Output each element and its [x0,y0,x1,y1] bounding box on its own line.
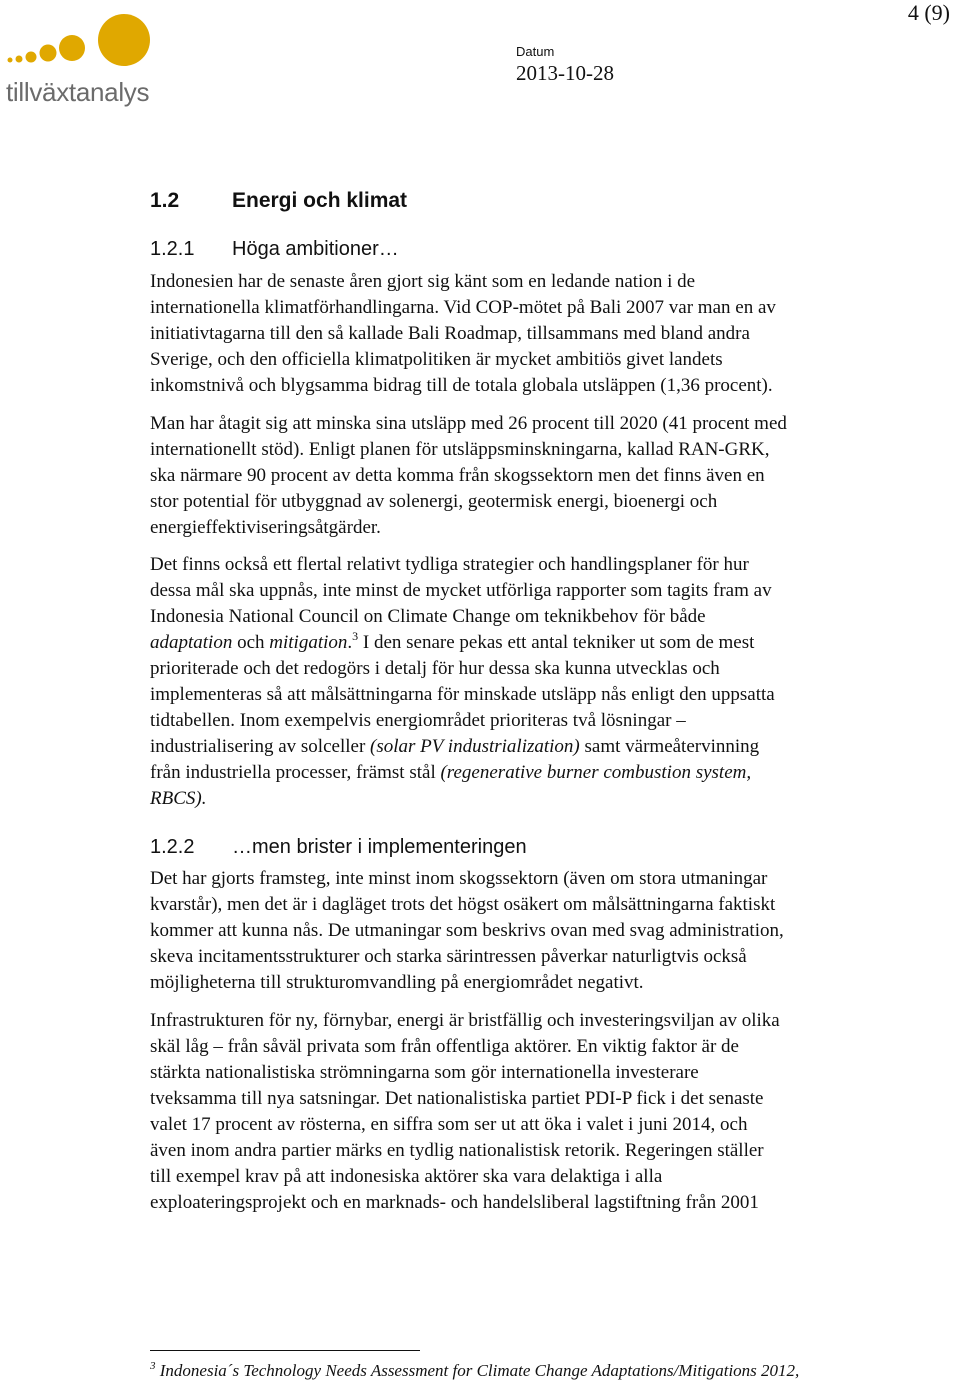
subsection-heading-1 [150,236,399,262]
paragraph-line: valet 17 procent av rösterna, en siffra som ser ut att öka i valet i juni 2014, och [150,1114,748,1135]
paragraph-line: tveksamma till nya satsningar. Det nationalistiska partiet PDI-P fick i det senaste [150,1088,764,1109]
inline-text: . [347,632,353,653]
footnote-reference[interactable]: 3 [352,629,359,643]
paragraph-line: skeva incitamentsstrukturer och starka särintressen påverkar naturligtvis också [150,946,747,967]
subsection-title: Höga ambitioner… [232,238,399,260]
logo-dots-icon [6,14,156,84]
paragraph-line: Det har gjorts framsteg, inte minst inom skogssektorn (även om stora utmaningar [150,868,768,889]
section-title: Energi och klimat [232,189,408,212]
paragraph-line: skäl låg – från såväl privata som från offentliga aktörer. En viktig faktor är de [150,1036,739,1057]
paragraph-line: exploateringsprojekt och en marknads- och handelsliberal lagstiftning från 2001 [150,1192,759,1213]
paragraph-line [150,760,920,786]
paragraph-1 [150,269,920,399]
paragraph-line: Indonesien har de senaste åren gjort sig känt som en ledande nation i de [150,271,696,292]
footnote-text: Indonesia´s Technology Needs Assessment for Climate Change Adaptations/Mitigations 2012, [159,1361,800,1380]
paragraph-line: även inom andra partier märks en tydlig nationalistisk retorik. Regeringen ställer [150,1140,764,1161]
logo-wordmark: tillväxtanalys [6,77,150,107]
subsection-number: 1.2.1 [150,238,195,260]
page-number: 4 (9) [907,0,950,25]
subsection-number: 1.2.2 [150,836,195,858]
footnote-number: 3 [150,1360,156,1372]
paragraph-line: tidtabellen. Inom exempelvis energiområdet prioriteras två lösningar – [150,710,686,731]
paragraph-line [150,734,920,760]
paragraph-line: initiativtagarna till den så kallade Bali Roadmap, tillsammans med bland andra [150,323,750,344]
italic-term: adaptation [150,632,233,653]
paragraph-line: dessa mål ska uppnås, inte minst de mycket utförliga rapporter som tagits fram av [150,580,772,601]
paragraph-2 [150,411,920,541]
paragraph-line: Man har åtagit sig att minska sina utsläpp med 26 procent till 2020 (41 procent med [150,413,787,434]
paragraph-line: stärkta nationalistiska strömningarna som gör internationella investerare [150,1062,699,1083]
footnote [150,1359,799,1383]
date-label: Datum [516,44,555,59]
paragraph-line: möjligheterna till strukturomvandling på energiområdet negativt. [150,972,644,993]
italic-term: mitigation [269,632,348,653]
italic-term: (solar PV industrialization) [370,736,580,757]
paragraph-line: Det finns också ett flertal relativt tydliga strategier och handlingsplaner för hur [150,554,749,575]
paragraph-line: implementeras så att målsättningarna för minskade utsläpp nås enligt den uppsatta [150,684,775,705]
paragraph-line: internationellt stöd). Enligt planen för utsläppsminskningarna, kallad RAN-GRK, [150,439,770,460]
section-number: 1.2 [150,189,180,212]
paragraph-line: inkomstnivå och blygsamma bidrag till de totala globala utsläppen (1,36 procent). [150,375,773,396]
paragraph-3 [150,552,920,812]
paragraph-line: kommer att kunna nås. De utmaningar som beskrivs ovan med svag administration, [150,920,784,941]
inline-text: industrialisering av solceller [150,736,371,757]
paragraph-line: Sverige, och den officiella klimatpolitiken är mycket ambitiös givet landets [150,349,723,370]
paragraph-line: Indonesia National Council on Climate Change om teknikbehov för både [150,606,706,627]
paragraph-line [150,630,920,656]
paragraph-line: till exempel krav på att indonesiska aktörer ska vara delaktiga i alla [150,1166,663,1187]
paragraph-line: stor potential för utbyggnad av solenergi, geotermisk energi, bioenergi och [150,491,718,512]
subsection-heading-2 [150,834,527,860]
paragraph-4 [150,866,920,996]
paragraph-line: Infrastrukturen för ny, förnybar, energi är bristfällig och investeringsviljan av olika [150,1010,780,1031]
section-heading [150,187,407,215]
paragraph-line: kvarstår), men det är i dagläget trots det högst osäkert om målsättningarna faktiskt [150,894,776,915]
paragraph-line: prioriterade och det redogörs i detalj för hur dessa ska kunna utvecklas och [150,658,720,679]
inline-text: samt värmeåtervinning [579,736,760,757]
subsection-title: …men brister i implementeringen [232,836,527,858]
italic-term: (regenerative burner combustion system, [440,762,752,783]
date-block [516,44,614,85]
paragraph-line: internationella klimatförhandlingarna. Vid COP-mötet på Bali 2007 var man en av [150,297,776,318]
paragraph-5 [150,1008,920,1216]
date-value: 2013-10-28 [516,61,614,85]
tillvaxtanalys-logo [6,14,156,107]
paragraph-line: ska närmare 90 procent av detta komma från skogssektorn men det finns även en [150,465,765,486]
footnote-divider [150,1350,420,1351]
paragraph-line: energieffektiviseringsåtgärder. [150,517,381,538]
paragraph-line [150,786,920,812]
inline-text: I den senare pekas ett antal tekniker ut som de mest [358,632,755,653]
italic-term: RBCS). [150,788,207,809]
inline-text: från industriella processer, främst stål [150,762,441,783]
inline-text: och [232,632,270,653]
